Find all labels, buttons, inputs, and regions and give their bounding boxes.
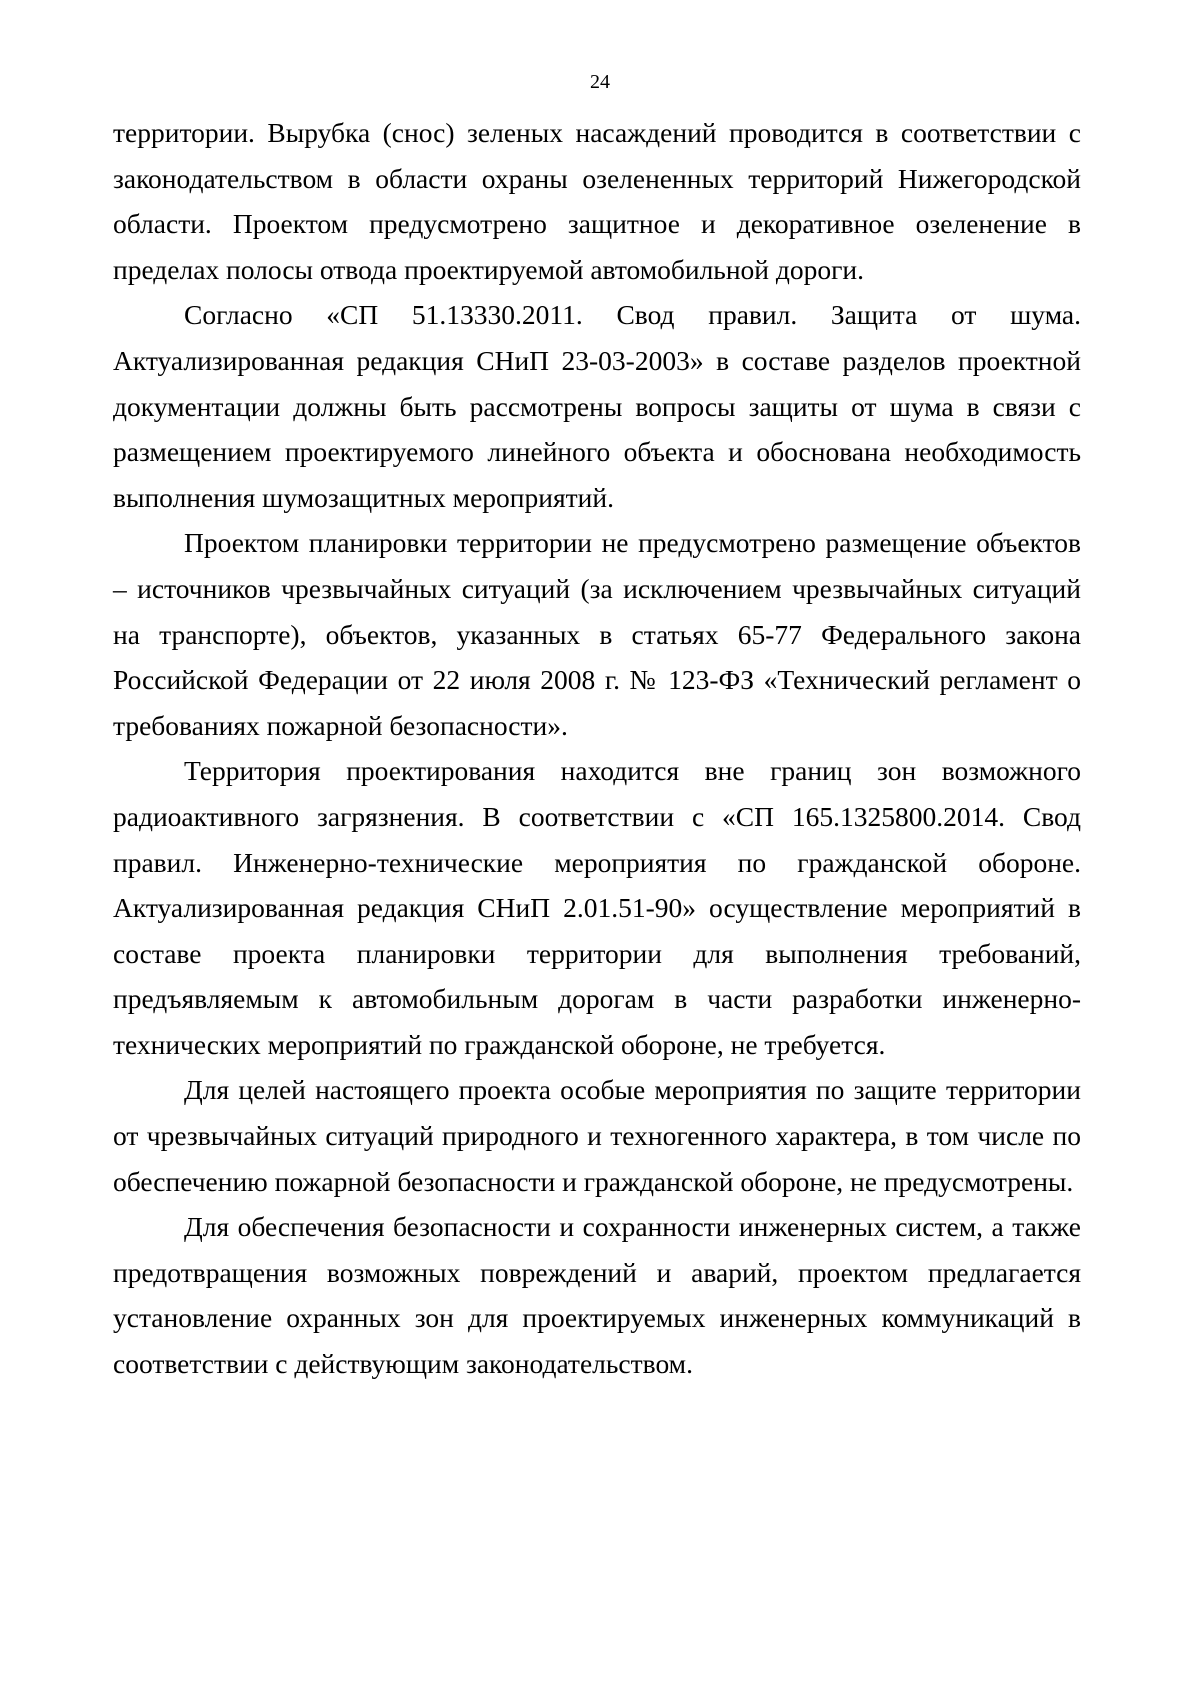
page-number: 24	[590, 71, 610, 93]
paragraph-emergency-sources: Проектом планировки территории не предусмотрено размещение объектов – источников чрезвычайных ситуаций (за исключением чрезвычайных ситуаций на транспорте), объектов, указанных в статьях 65-77 Федерального закона Российской Федерации от 22 июля 2008 г. № 123-ФЗ «Технический регламент о требованиях пожарной безопасности».	[113, 527, 1081, 741]
body-text	[113, 110, 1081, 1387]
paragraph-protection-zones: Для обеспечения безопасности и сохранности инженерных систем, а также предотвращения возможных повреждений и аварий, проектом предлагается установление охранных зон для проектируемых инженерных коммуникаций в соответствии с действующим законодательством.	[113, 1211, 1081, 1380]
paragraph-continuation: территории. Вырубка (снос) зеленых насаждений проводится в соответствии с законодательством в области охраны озелененных территорий Нижегородской области. Проектом предусмотрено защитное и декоративное озеленение в пределах полосы отвода проектируемой автомобильной дороги.	[113, 117, 1081, 285]
paragraph-special-measures: Для целей настоящего проекта особые мероприятия по защите территории от чрезвычайных ситуаций природного и техногенного характера, в том числе по обеспечению пожарной безопасности и гражданской обороне, не предусмотрены.	[113, 1074, 1081, 1197]
paragraph-civil-defense: Территория проектирования находится вне границ зон возможного радиоактивного загрязнения. В соответствии с «СП 165.1325800.2014. Свод правил. Инженерно-технические мероприятия по гражданской обороне. Актуализированная редакция СНиП 2.01.51-90» осуществление мероприятий в составе проекта планировки территории для выполнения требований, предъявляемым к автомобильным дорогам в части разработки инженерно-технических мероприятий по гражданской обороне, не требуется.	[113, 755, 1081, 1060]
paragraph-noise-protection: Согласно «СП 51.13330.2011. Свод правил. Защита от шума. Актуализированная редакция СНиП 23-03-2003» в составе разделов проектной документации должны быть рассмотрены вопросы защиты от шума в связи с размещением проектируемого линейного объекта и обоснована необходимость выполнения шумозащитных мероприятий.	[113, 299, 1081, 513]
